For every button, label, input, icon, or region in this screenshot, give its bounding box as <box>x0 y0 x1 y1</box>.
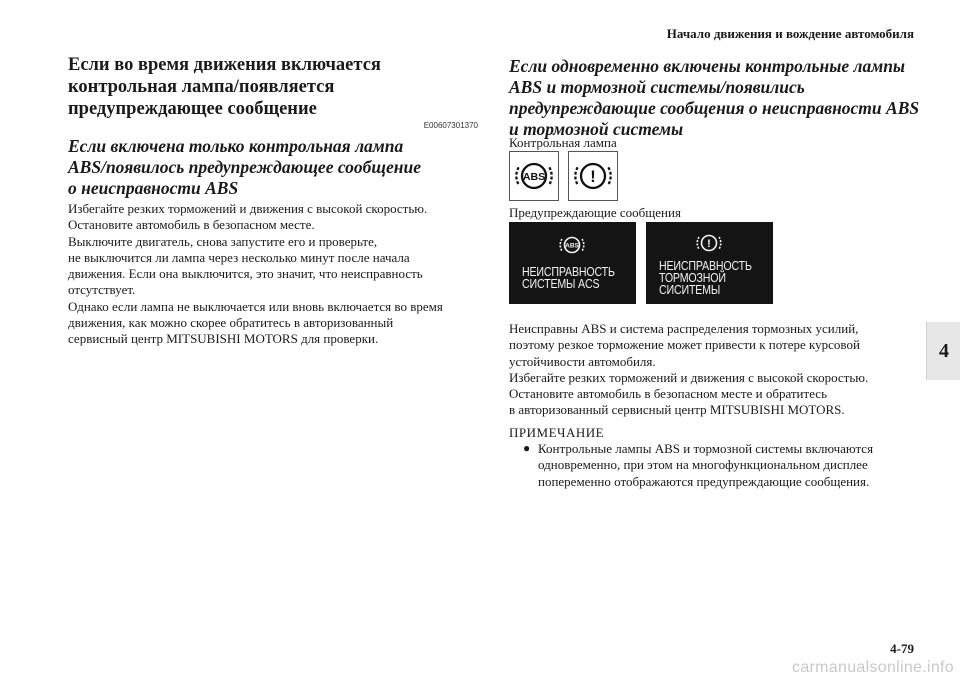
text-line: отсутствует. <box>68 282 136 298</box>
subheading-abs-only <box>68 136 488 199</box>
text-line: Остановите автомобиль в безопасном месте. <box>68 217 315 233</box>
subheading-line: ABS и тормозной системы/появились <box>509 77 805 97</box>
text-line: Остановите автомобиль в безопасном месте и обратитесь <box>509 386 827 402</box>
text-line: не выключится ли лампа через несколько минут после начала <box>68 249 410 265</box>
abs-lamp <box>509 151 559 201</box>
heading-line: предупреждающее сообщение <box>68 99 317 119</box>
page-number: 4-79 <box>890 641 914 656</box>
note-text <box>538 441 908 490</box>
subheading-abs-and-brake <box>509 56 919 140</box>
subheading-line: предупреждающие сообщения о неисправности ABS <box>509 98 920 118</box>
text-line: одновременно, при этом на многофункциональном дисплее <box>538 457 868 473</box>
text-line: Контрольные лампы ABS и тормозной системы включаются <box>538 441 874 456</box>
abs-only-instructions <box>68 201 488 348</box>
messages-label: Предупреждающие сообщения <box>509 205 681 220</box>
running-header: Начало движения и вождение автомобиля <box>666 26 914 41</box>
text-line: попеременно отображаются предупреждающие сообщения. <box>538 473 870 489</box>
screen-message-line: НЕИСПРАВНОСТЬ <box>522 265 615 279</box>
text-line: Однако если лампа не выключается или вновь включается во время <box>68 298 443 314</box>
abs-brake-instructions <box>509 321 929 419</box>
chapter-tab[interactable] <box>926 322 960 380</box>
svg-text:ABS: ABS <box>522 170 546 183</box>
abs-warning-icon <box>557 230 587 260</box>
heading-line: Если во время движения включается <box>68 55 381 75</box>
section-heading <box>68 54 488 120</box>
subheading-line: Если включена только контрольная лампа <box>68 136 404 156</box>
heading-line: контрольная лампа/появляется <box>68 77 335 97</box>
screen-message <box>659 260 752 296</box>
abs-warning-icon <box>510 152 558 200</box>
screen-message <box>522 266 615 290</box>
text-line: движения. Если она выключится, это значит, что неисправность <box>68 266 423 282</box>
text-line: устойчивости автомобиля. <box>509 353 656 369</box>
subheading-line: и тормозной системы <box>509 119 684 139</box>
svg-text:!: ! <box>707 238 711 250</box>
text-line: Неисправны ABS и система распределения тормозных усилий, <box>509 321 859 336</box>
screen-message-line: ТОРМОЗНОЙ <box>659 271 726 285</box>
subheading-line: о неисправности ABS <box>68 178 239 198</box>
bullet-icon: ● <box>523 441 531 455</box>
text-line: Избегайте резких торможений и движения с высокой скоростью. <box>68 201 428 216</box>
chapter-number: 4 <box>939 339 949 362</box>
screen-message-line: СИСИТЕМЫ <box>659 283 721 297</box>
brake-warning-icon <box>694 228 724 258</box>
subheading-line: ABS/появилось предупреждающее сообщение <box>68 157 421 177</box>
text-line: поэтому резкое торможение может привести к потере курсовой <box>509 337 860 353</box>
text-line: сервисный центр MITSUBISHI MOTORS для проверки. <box>68 331 379 347</box>
text-line: в авторизованный сервисный центр MITSUBISHI MOTORS. <box>509 402 845 418</box>
screen-message-line: СИСТЕМЫ ACS <box>522 277 600 291</box>
svg-text:ABS: ABS <box>565 242 579 250</box>
text-line: Выключите двигатель, снова запустите его и проверьте, <box>68 233 378 249</box>
screen-message-line: НЕИСПРАВНОСТЬ <box>659 259 752 273</box>
brake-warning-screen <box>646 222 773 304</box>
document-code: E00607301370 <box>423 121 478 130</box>
abs-warning-screen <box>509 222 636 304</box>
brake-warning-icon <box>569 152 617 200</box>
lamp-label: Контрольная лампа <box>509 135 617 150</box>
brake-lamp <box>568 151 618 201</box>
text-line: движения, как можно скорее обратитесь в авторизованный <box>68 315 394 331</box>
svg-text:!: ! <box>590 167 596 186</box>
text-line: Избегайте резких торможений и движения с высокой скоростью. <box>509 369 869 385</box>
watermark: carmanualsonline.info <box>792 659 954 676</box>
subheading-line: Если одновременно включены контрольные лампы <box>509 56 906 76</box>
note-title: ПРИМЕЧАНИЕ <box>509 425 605 440</box>
